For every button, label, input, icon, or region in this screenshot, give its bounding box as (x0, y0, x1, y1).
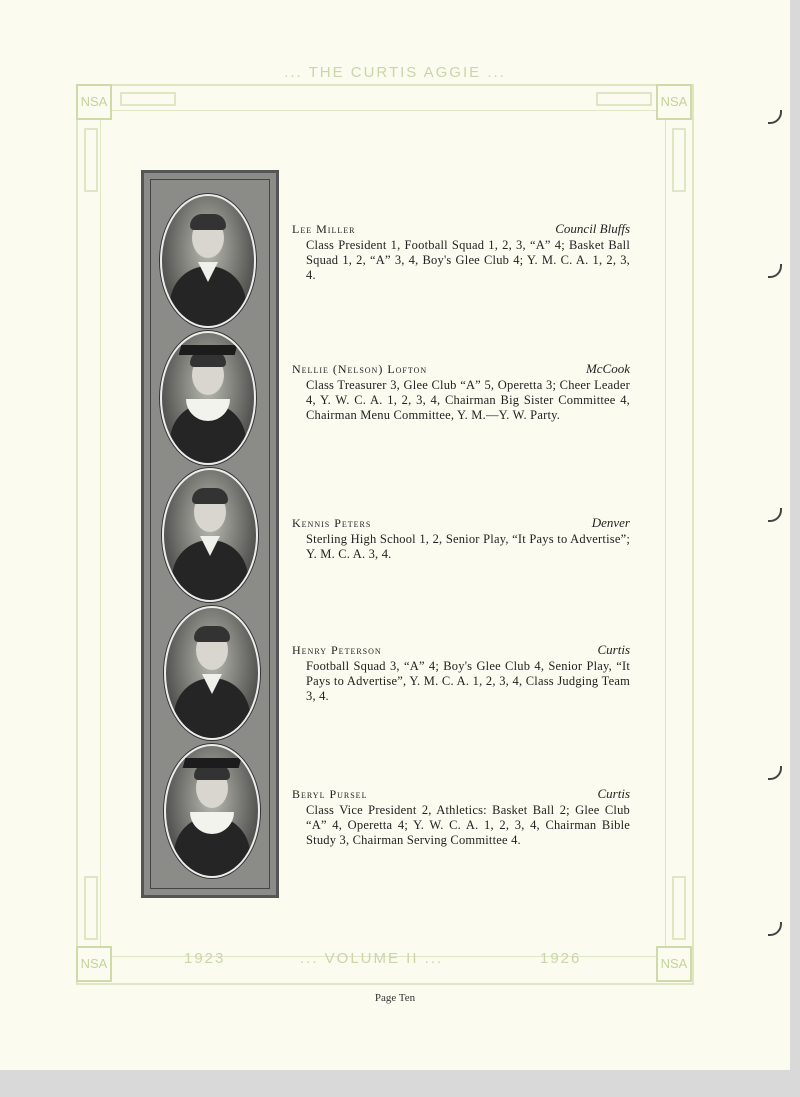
binder-hole-mark (768, 766, 782, 780)
activities-text: Football Squad 3, “A” 4; Boy's Glee Club 4, Senior Play, “It Pays to Advertise”, Y. M. C. A. 1, 2, 3, 4, Class Judging Team 3, 4. (306, 659, 630, 703)
binder-hole-mark (768, 922, 782, 936)
border-bar (672, 876, 686, 940)
hometown: Curtis (597, 786, 630, 801)
border-bar (672, 128, 686, 192)
student-name: Henry Peterson (292, 643, 382, 657)
monogram-corner: NSA (76, 84, 112, 120)
border-bar (120, 92, 176, 106)
binder-hole-mark (768, 508, 782, 522)
activities-text: Class Vice President 2, Athletics: Basket Ball 2; Glee Club “A” 4, Operetta 4; Y. W. C. A. 1, 2, 3, 4, Chairman Bible Study 3, Chairman Serving Committee 4. (306, 803, 630, 847)
student-name: Kennis Peters (292, 516, 372, 530)
activities-text: Class Treasurer 3, Glee Club “A” 5, Operetta 3; Cheer Leader 4, Y. W. C. A. 1, 2, 3, 4, Chairman Big Sister Committee 4, Chairman Menu Committee, Y. M.—Y. W. Party. (306, 378, 630, 422)
monogram-corner: NSA (656, 946, 692, 982)
volume-footer-band (120, 948, 650, 970)
hometown: Curtis (597, 642, 630, 657)
student-name: Lee Miller (292, 222, 356, 236)
running-header: ... THE CURTIS AGGIE ... (284, 64, 506, 81)
year-end: 1926 (540, 950, 582, 967)
year-start: 1923 (184, 950, 226, 967)
volume-label: ... VOLUME II ... (300, 950, 444, 967)
hometown: Council Bluffs (555, 221, 630, 236)
monogram-corner: NSA (656, 84, 692, 120)
border-bar (84, 128, 98, 192)
activities-text: Sterling High School 1, 2, Senior Play, “It Pays to Advertise”; Y. M. C. A. 3, 4. (306, 532, 630, 561)
student-name: Beryl Pursel (292, 787, 368, 801)
border-bar (596, 92, 652, 106)
binder-hole-mark (768, 110, 782, 124)
border-bar (84, 876, 98, 940)
page-number: Page Ten (374, 992, 416, 1004)
student-name: Nellie (Nelson) Lofton (292, 362, 428, 376)
portrait-photo (164, 606, 260, 740)
monogram-corner: NSA (76, 946, 112, 982)
portrait-photo (160, 331, 256, 465)
portrait-photo (164, 744, 260, 878)
activities-text: Class President 1, Football Squad 1, 2, 3, “A” 4; Basket Ball Squad 1, 2, “A” 3, 4, Boy's Glee Club 4; Y. M. C. A. 1, 2, 3, 4. (306, 238, 630, 282)
hometown: McCook (585, 361, 630, 376)
portrait-photo (162, 468, 258, 602)
binder-hole-mark (768, 264, 782, 278)
portrait-photo (160, 194, 256, 328)
hometown: Denver (591, 515, 630, 530)
